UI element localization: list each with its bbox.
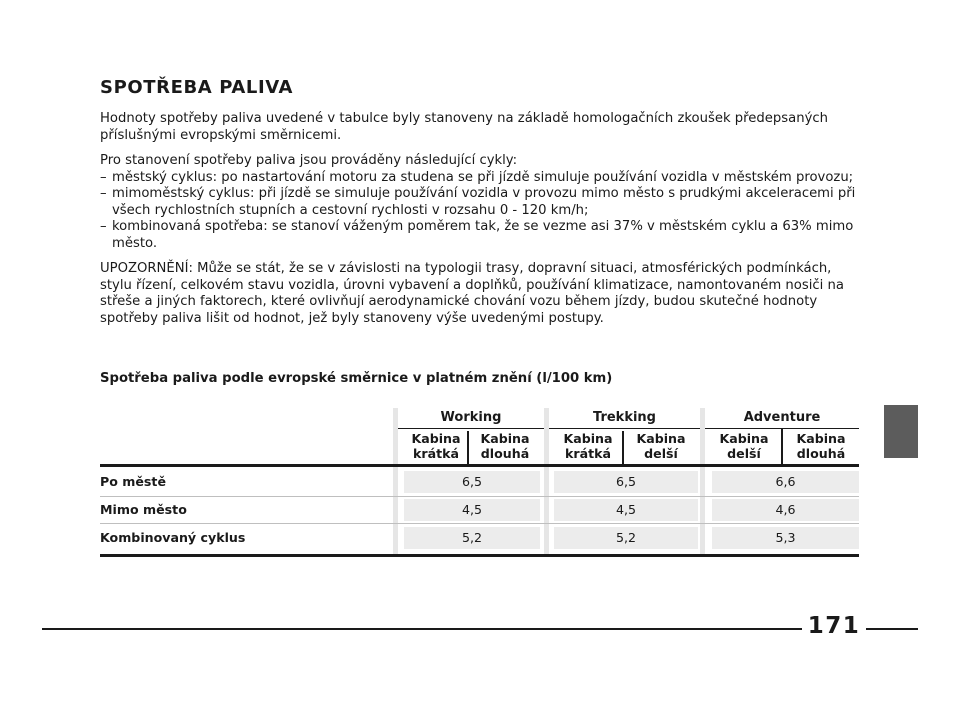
value-cell: 5,2 [554,527,698,549]
group-header-adventure: Adventure [743,410,821,425]
sub-column-divider [467,431,469,465]
row-label-extra-urban: Mimo město [100,502,187,517]
sub-column-divider [622,431,624,465]
column-divider-band [393,408,398,556]
value-cell: 5,3 [712,527,859,549]
intro-section [100,111,862,336]
cycle-text: městský cyklus: po nastartování motoru za studena se při jízdě simuluje používání vozidla v městském provozu; [112,169,854,185]
list-dash: – [100,219,107,234]
value-cell: 6,5 [404,471,540,493]
value-cell: 4,6 [712,499,859,521]
column-divider-band [700,408,705,556]
list-dash: – [100,169,107,185]
cycle-text: mimoměstský cyklus: při jízdě se simuluje používání vozidla v provozu mimo město s prudkými akceleracemi při všech rychlostních stupních a cestovní rychlosti v rozsahu 0 - 120 km/h; [112,186,856,218]
value-cell: 5,2 [404,527,540,549]
chapter-tab [884,405,918,458]
row-label-combined: Kombinovaný cyklus [100,530,246,545]
row-divider [100,523,859,524]
column-header: Kabina krátká [411,431,461,461]
column-header: Kabina dlouhá [480,431,530,461]
group-header-trekking: Trekking [593,410,656,425]
value-cell: 4,5 [404,499,540,521]
row-label-city: Po městě [100,474,166,489]
sub-column-divider [781,428,783,465]
cycle-item-extra-urban [100,186,862,219]
column-divider-band [544,408,549,556]
value-cell: 6,5 [554,471,698,493]
cycle-item-combined [100,219,862,252]
cycle-text: kombinovaná spotřeba: se stanoví váženým poměrem tak, že se vezme asi 37% v městském cyklu a 63% mimo město. [112,219,854,251]
cycle-item-urban [100,170,862,187]
page-number: 171 [807,613,861,639]
page-title: SPOTŘEBA PALIVA [100,77,294,98]
group-underline [549,428,700,429]
header-rule [100,464,859,467]
row-divider [100,496,859,497]
intro-paragraph: Hodnoty spotřeby paliva uvedené v tabulce byly stanoveny na základě homologačních zkoušek předepsaných příslušnými evropskými směrnicemi. [100,111,828,143]
cycles-lead: Pro stanovení spotřeby paliva jsou prováděny následující cykly: [100,153,518,168]
group-underline [398,428,544,429]
column-header: Kabina dlouhá [796,431,846,461]
table-title: Spotřeba paliva podle evropské směrnice v platném znění (l/100 km) [100,371,613,386]
cycles-list [100,170,862,253]
column-header: Kabina delší [719,431,769,461]
column-header: Kabina delší [636,431,686,461]
value-cell: 4,5 [554,499,698,521]
list-dash: – [100,186,107,201]
footer-rule-right [866,628,918,630]
table-bottom-rule [100,554,859,557]
group-header-working: Working [440,410,502,425]
warning-paragraph: UPOZORNĚNÍ: Může se stát, že se v závislosti na typologii trasy, dopravní situaci, atmosférických podmínkách, stylu řízení, celkovém stavu vozidla, úrovni vybavení a doplňků, používání klimatizace, namontovaném nosiči na střeše a jiných faktorech, které ovlivňují aerodynamické chování vozu během jízdy, budou skutečné hodnoty spotřeby paliva lišit od hodnot, jež byly stanoveny výše uvedenými postupy. [100,261,844,326]
column-header: Kabina krátká [563,431,613,461]
value-cell: 6,6 [712,471,859,493]
footer-rule-left [42,628,802,630]
